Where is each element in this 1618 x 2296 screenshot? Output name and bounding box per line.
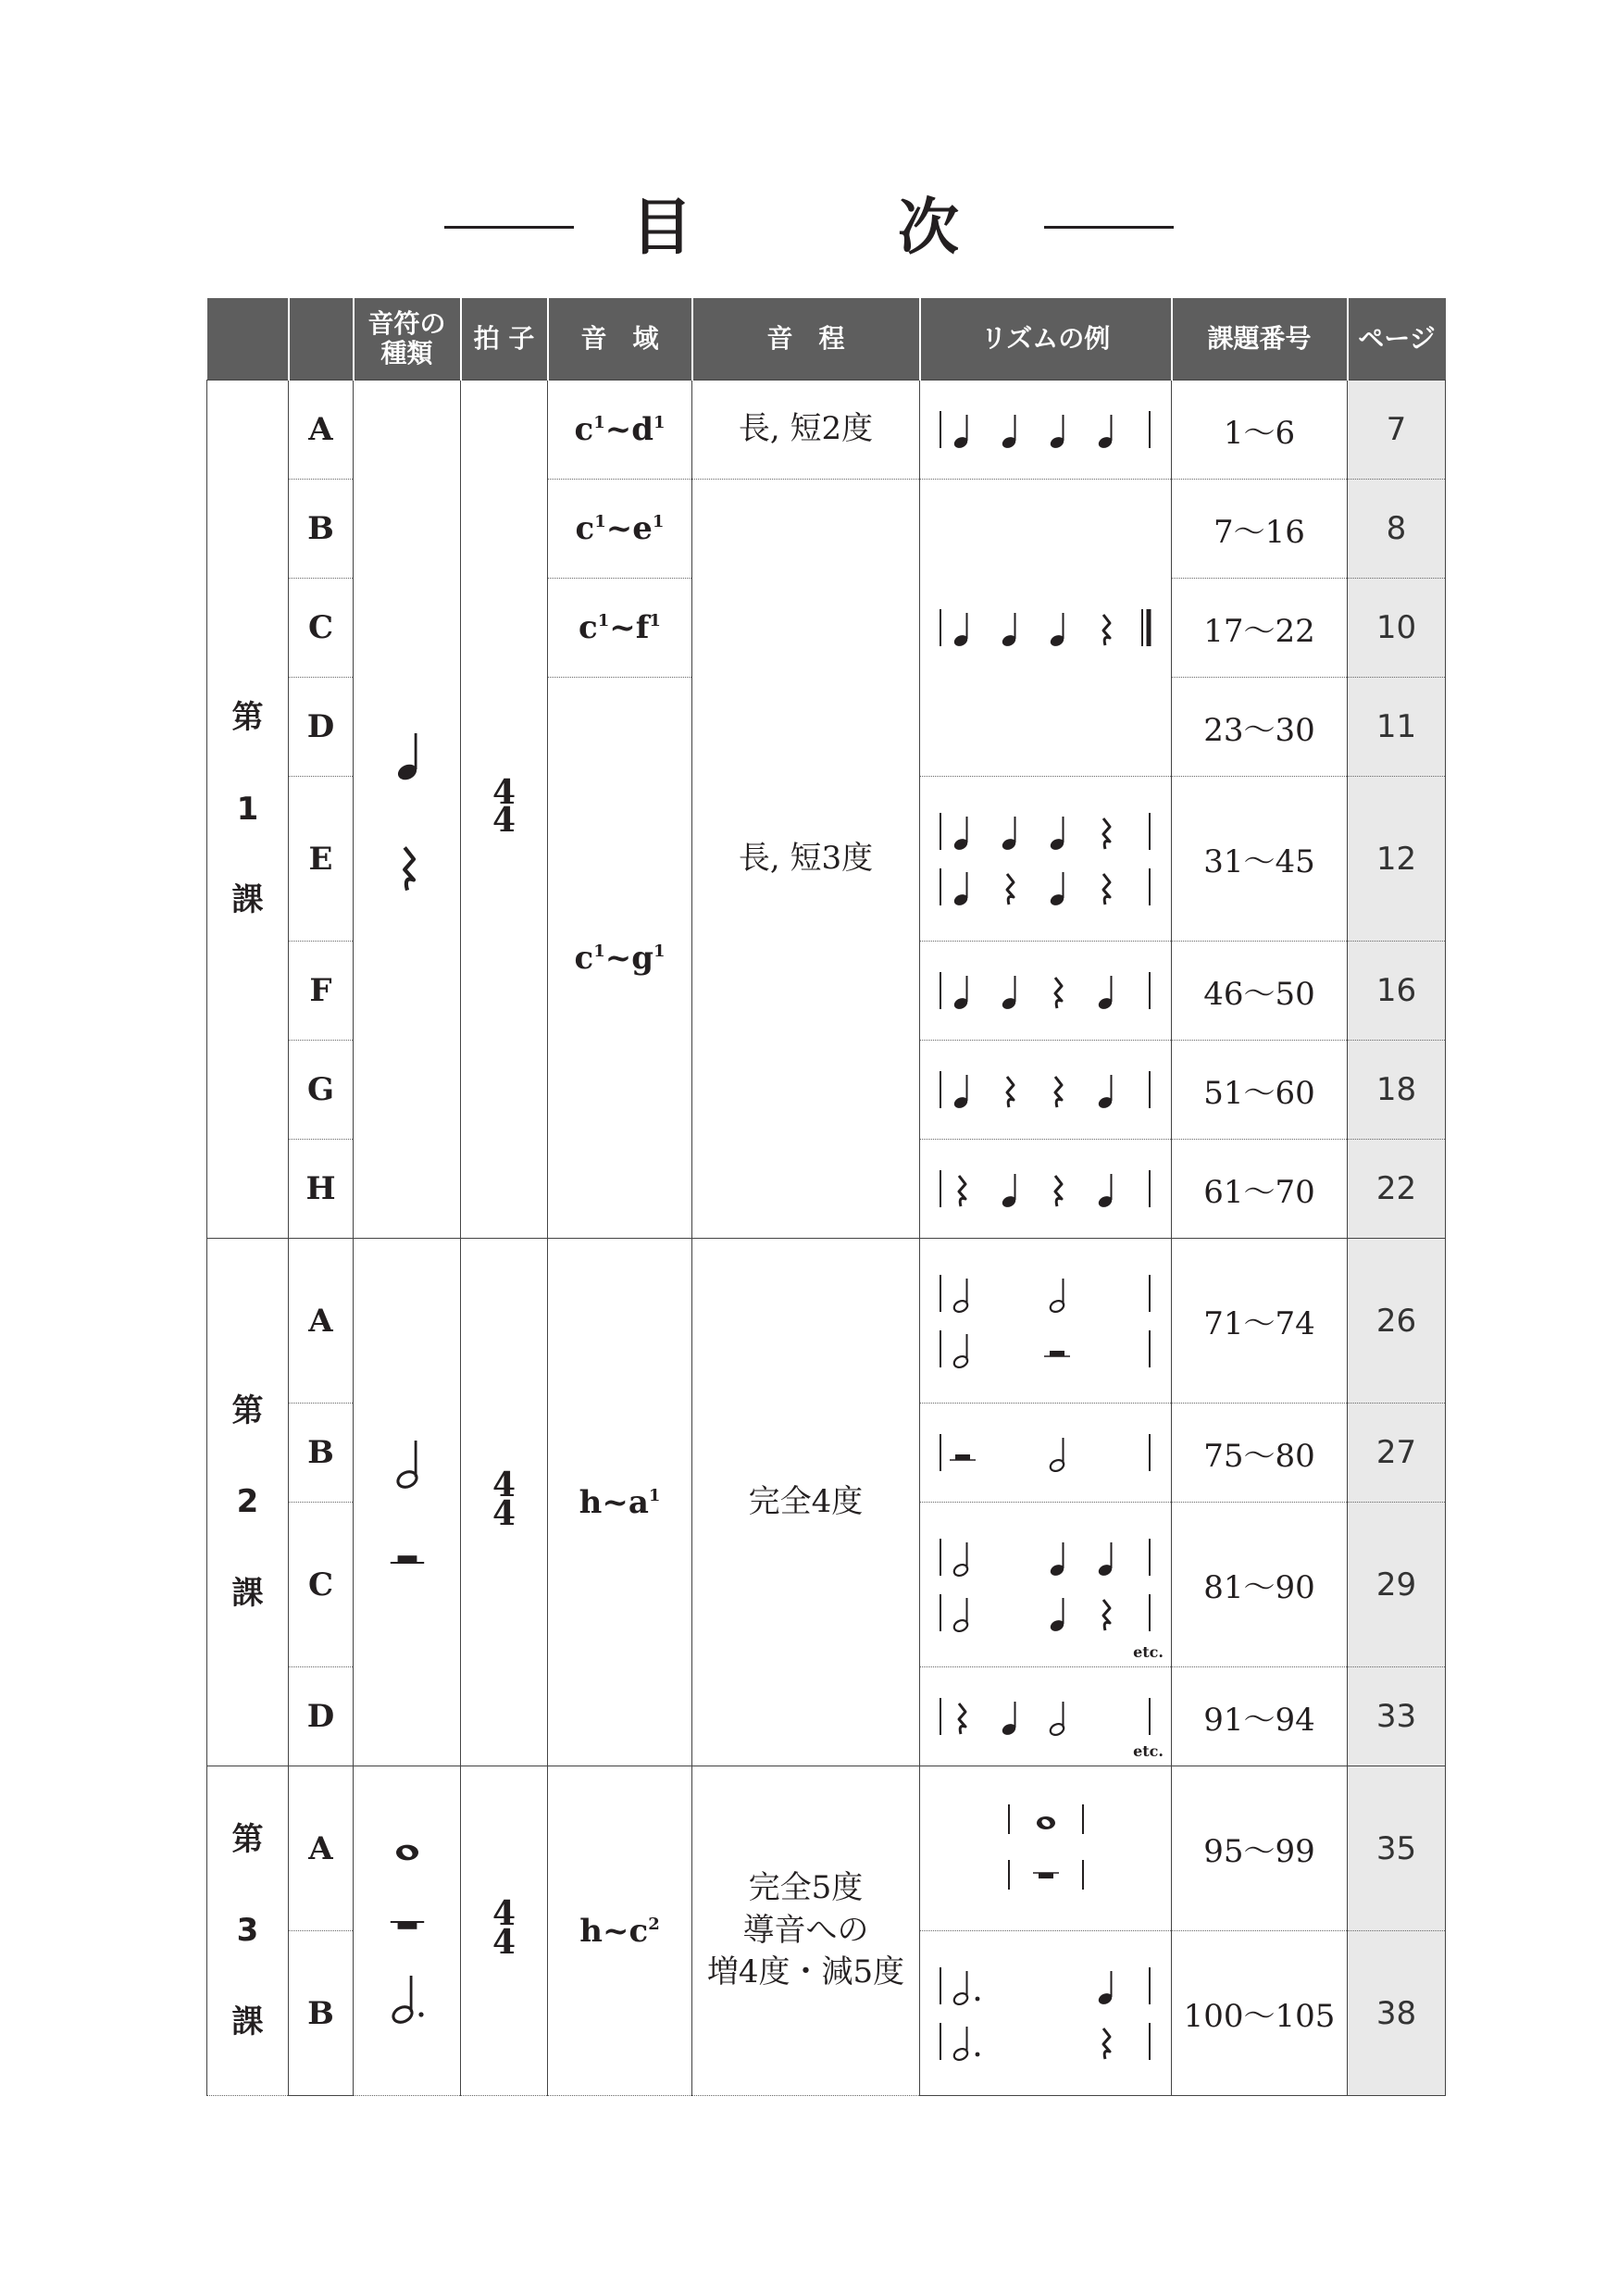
rhythm-example (920, 1667, 1172, 1766)
rhythm-example-line (935, 1958, 1157, 2014)
range-c-f: $c^1\sim f^1$ (548, 579, 692, 678)
task-numbers: 51〜60 (1172, 1041, 1348, 1140)
quarter-rest-icon (389, 842, 426, 897)
dotted-half-note-icon (384, 1964, 430, 2028)
lesson-2-meter: 4 4 (461, 1239, 548, 1766)
rhythm-example-line (935, 1062, 1157, 1117)
lesson-1-note-types (354, 381, 461, 1239)
sub-label: A (289, 1239, 354, 1404)
rhythm-example (920, 1140, 1172, 1239)
sub-label: G (289, 1041, 354, 1140)
task-numbers: 81〜90 (1172, 1503, 1348, 1667)
range-c-d: $c^1\sim d^1$ (548, 381, 692, 480)
half-note-icon (389, 1429, 426, 1493)
page-number[interactable]: 16 (1348, 942, 1446, 1041)
table-row (207, 1766, 1446, 1931)
lesson-3-meter: 4 4 (461, 1766, 548, 2096)
range-c-g: $c^1\sim g^1$ (548, 678, 692, 1239)
task-numbers: 23〜30 (1172, 678, 1348, 777)
rhythm-example-line (935, 1321, 1157, 1377)
whole-rest-icon (384, 1908, 430, 1936)
rhythm-example-line (935, 859, 1157, 915)
interval-maj-min-3rd: 長, 短3度 (692, 480, 920, 1239)
sub-label: H (289, 1140, 354, 1239)
task-numbers: 75〜80 (1172, 1404, 1348, 1503)
sub-label: B (289, 480, 354, 579)
page-number[interactable]: 12 (1348, 777, 1446, 942)
header-sub (289, 298, 354, 381)
rhythm-example-line (935, 402, 1157, 457)
rhythm-example (920, 942, 1172, 1041)
page-number[interactable]: 26 (1348, 1239, 1446, 1404)
contents-table (206, 298, 1446, 2096)
rhythm-example (920, 1931, 1172, 2096)
task-numbers: 61〜70 (1172, 1140, 1348, 1239)
rhythm-example-line (935, 1849, 1157, 1904)
header-meter: 拍 子 (461, 298, 548, 381)
sub-label: A (289, 381, 354, 480)
table-row (207, 381, 1446, 480)
interval-perfect-5th: 完全5度 導音への 増4度・減5度 (692, 1766, 920, 2096)
whole-note-icon (389, 1834, 426, 1871)
header-rhythm: リズムの例 (920, 298, 1172, 381)
rhythm-example-line (935, 1529, 1157, 1585)
task-numbers: 71〜74 (1172, 1239, 1348, 1404)
task-numbers: 91〜94 (1172, 1667, 1348, 1766)
half-rest-icon (384, 1549, 430, 1577)
header-task: 課題番号 (1172, 298, 1348, 381)
lesson-2-note-types (354, 1239, 461, 1766)
range-h-a: $h\sim a^1$ (548, 1239, 692, 1766)
rhythm-example-line (935, 1161, 1157, 1217)
sub-label: C (289, 1503, 354, 1667)
lesson-3-note-types (354, 1766, 461, 2096)
range-c-e: $c^1\sim e^1$ (548, 480, 692, 579)
rhythm-example (920, 381, 1172, 480)
rhythm-example (920, 1041, 1172, 1140)
rhythm-example (920, 777, 1172, 942)
page-number[interactable]: 27 (1348, 1404, 1446, 1503)
header-range: 音 域 (548, 298, 692, 381)
page-number[interactable]: 29 (1348, 1503, 1446, 1667)
quarter-note-icon (389, 721, 426, 786)
title-text: 目 次 (631, 191, 1031, 263)
page-number[interactable]: 8 (1348, 480, 1446, 579)
sub-label: C (289, 579, 354, 678)
lesson-3-label: 第 3 課 (207, 1766, 289, 2096)
task-numbers: 100〜105 (1172, 1931, 1348, 2096)
rhythm-example-line (935, 1585, 1157, 1641)
task-numbers: 17〜22 (1172, 579, 1348, 678)
page-number[interactable]: 7 (1348, 381, 1446, 480)
header-lesson (207, 298, 289, 381)
page-number[interactable]: 18 (1348, 1041, 1446, 1140)
title-rule-left (444, 226, 574, 229)
page-title (0, 176, 1618, 278)
rhythm-example (920, 1766, 1172, 1931)
task-numbers: 1〜6 (1172, 381, 1348, 480)
range-h-c: $h\sim c^2$ (548, 1766, 692, 2096)
rhythm-example-line (935, 600, 1157, 655)
page-number[interactable]: 35 (1348, 1766, 1446, 1931)
rhythm-example-line (935, 2014, 1157, 2069)
task-numbers: 7〜16 (1172, 480, 1348, 579)
page-number[interactable]: 11 (1348, 678, 1446, 777)
etc-label: etc. (1133, 1742, 1164, 1760)
sub-label: F (289, 942, 354, 1041)
header-interval: 音 程 (692, 298, 920, 381)
interval-perfect-4th: 完全4度 (692, 1239, 920, 1766)
sub-label: E (289, 777, 354, 942)
header-note-kind: 音符の 種類 (354, 298, 461, 381)
rhythm-example-line (935, 804, 1157, 859)
rhythm-example (920, 480, 1172, 777)
task-numbers: 46〜50 (1172, 942, 1348, 1041)
task-numbers: 31〜45 (1172, 777, 1348, 942)
task-numbers: 95〜99 (1172, 1766, 1348, 1931)
rhythm-example (920, 1404, 1172, 1503)
lesson-2-label: 第 2 課 (207, 1239, 289, 1766)
header-row (207, 298, 1446, 381)
table-row (207, 1239, 1446, 1404)
page-number[interactable]: 33 (1348, 1667, 1446, 1766)
sub-label: D (289, 1667, 354, 1766)
rhythm-example (920, 1239, 1172, 1404)
page-number[interactable]: 22 (1348, 1140, 1446, 1239)
sub-label: B (289, 1931, 354, 2096)
interval-maj-min-2nd: 長, 短2度 (692, 381, 920, 480)
sub-label: A (289, 1766, 354, 1931)
rhythm-example (920, 1503, 1172, 1667)
rhythm-example-line (935, 963, 1157, 1018)
header-page: ページ (1348, 298, 1446, 381)
sub-label: B (289, 1404, 354, 1503)
rhythm-example-line (935, 1266, 1157, 1321)
rhythm-example-line (935, 1793, 1157, 1849)
lesson-1-label: 第 1 課 (207, 381, 289, 1239)
etc-label: etc. (1133, 1643, 1164, 1661)
page-number[interactable]: 38 (1348, 1931, 1446, 2096)
page-number[interactable]: 10 (1348, 579, 1446, 678)
title-rule-right (1044, 226, 1174, 229)
rhythm-example-line (935, 1689, 1157, 1744)
rhythm-example-line (935, 1425, 1157, 1480)
lesson-1-meter: 4 4 (461, 381, 548, 1239)
sub-label: D (289, 678, 354, 777)
